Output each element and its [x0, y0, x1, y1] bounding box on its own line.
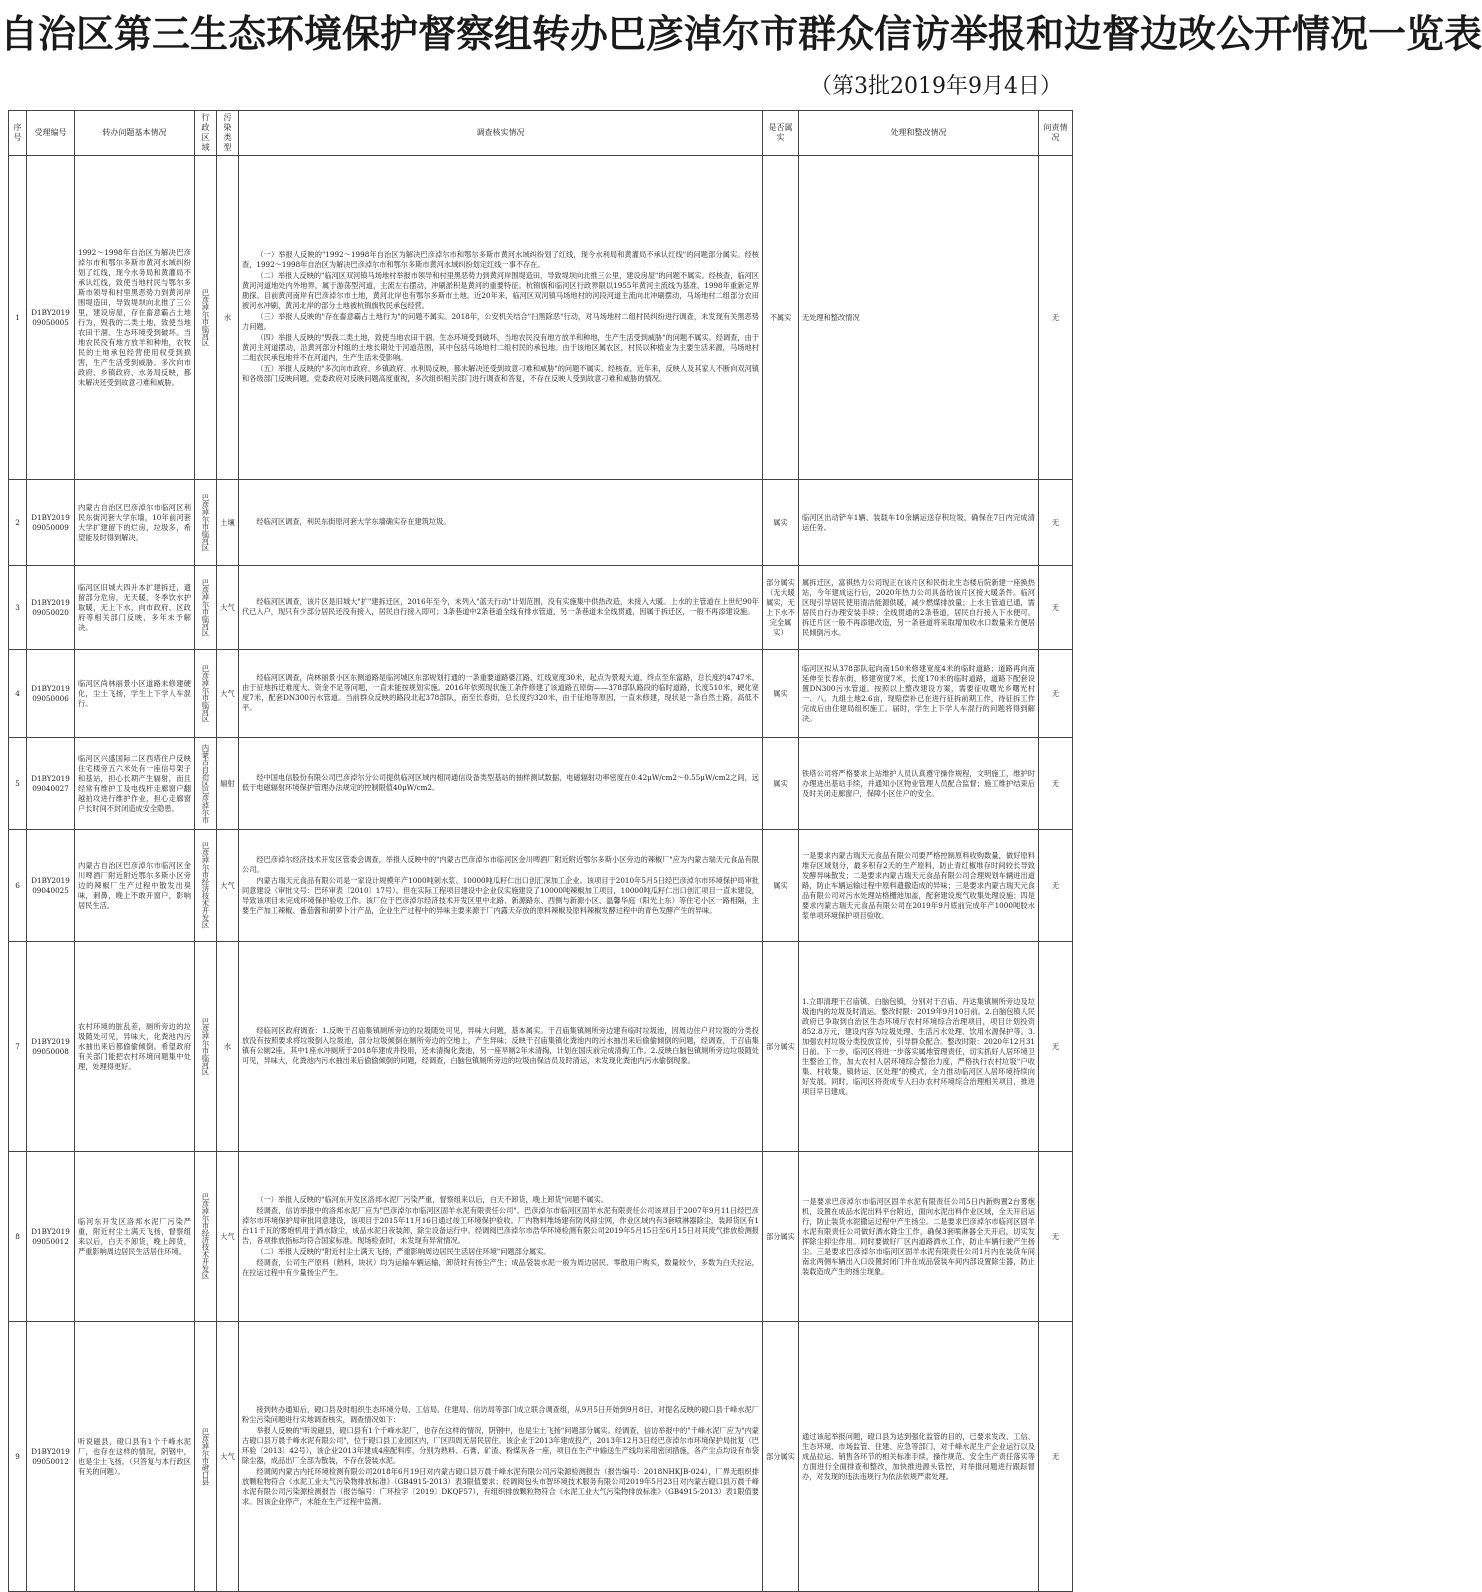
findings-paragraph: 经调查，信访举报中的洛邦水泥厂应为"巴彦淖尔市临河区固羊水泥有限责任公司"。巴彦淖尔市临河区固羊水泥有限责任公司该项目于2007年9月11日经巴彦淖尔市环境保护局审批同意建设，该项目于2015年11月16日通过竣工环境保护验收。厂内物料堆场建有防风抑尘网，作业区域内有3套喷淋器除尘，装卸货区有1台11千瓦的雾炮机用于洒水除尘，成品水泥日夜装卸，除尘设备运行中。经调阅巴彦淖尔市浩华环境检测有限公司2019年5月15日至6月15日对其废气排放检测报告，各项排放指标均符合国家标准。现场检查时，未发现有异常情况。 — [242, 1205, 759, 1245]
admin-area: 巴彦淖尔市临河区 — [195, 566, 217, 650]
issue-description: 听说磁县，磴口县有1个千峰水泥厂，也存在这样的情况，阴钢中，也是尘土飞扬。（只答复与本行政区有关的问题）。 — [75, 1322, 195, 1592]
findings-cell — [239, 566, 763, 650]
issue-description: 内蒙古自治区巴彦淖尔市临河区利民东街河套大学东墙，10年前河套大学扩建留下的烂房，垃圾多，希望能及时得到解决。 — [75, 480, 195, 566]
verified-status: 部分属实（无大暖属实，无上下水不完全属实） — [763, 566, 799, 650]
table-row — [9, 156, 1073, 480]
findings-paragraph: （一）举报人反映的"1992～1998年自治区为解决巴彦淖尔市和鄂尔多斯市黄河水域纠纷划了红线，现今水利局和黄灌局不承认红线"的问题部分属实。经核查，1992～1998年自治区为解决巴彦淖尔市和鄂尔多斯市黄河水域纠纷划定红线一事不存在。 — [242, 250, 759, 269]
col-header-accountability: 问责情况 — [1039, 111, 1073, 156]
col-header-issue: 转办问题基本情况 — [75, 111, 195, 156]
findings-paragraph: （二）举报人反映的"临河区双河镇马场地村举报市领导和村里黑恶势力到黄河岸围堤造田，导致堤坝向北推三公里，建设房屋"的问题不属实。经核查，临河区黄河河道地处内外地界，属于游荡型河道，主流左右摆动，冲刷淤积是黄河的重要特征。杭锦旗和临河区行政界限以1955年黄河主流线为基准，1998年重新定界勘探。目前黄河南岸有巴彦淖尔市土地，黄河北岸也有鄂尔多斯市土地。近20年来，临河区双河镇马场地村的河段河道主流向北冲刷摆动，马场地村二组部分农田被河水冲刷，黄河北岸的部分土地被杭锦旗牧民承包经营。 — [242, 271, 759, 310]
table-row — [9, 942, 1073, 1152]
findings-paragraph: 内蒙古瑞天元食品有限公司是一家设计规模年产1000吨剁水浆、10000吨瓜籽仁出口创汇深加工企业。该项目于2010年5月5日经巴彦淖尔市环境保护局审批同意建设（审批文号：巴环审表〔2010〕17号）。但在实际工程项目建设中企业仅实施建设了10000吨辣椒加工项目，10000吨瓜籽仁出口创汇项目一直未建设，导致该项目未完成环境保护验收工作。该厂位于巴彦淖尔经济技术开发区里中北路、新源路东、西侧与新源小区、温馨华庭（阳光上东）等住宅小区一路相隔，主要生产加工辣椒、番茄酱和胡萝卜汁产品，企业生产过程中的异味主要来源于厂内露天存放的原料辣椒及原料辣椒发酵过程中的青色发酵产生的异味。 — [242, 875, 759, 915]
issue-description: 临河东开发区洛邦水泥厂污染严重，附近村尘土满天飞扬，督察组来以后，白天不卸货，晚上卸货，严重影响周边居民生活居住环境。 — [75, 1152, 195, 1322]
col-header-id: 受理编号 — [27, 111, 75, 156]
case-id: D1BY2019 09050020 — [27, 566, 75, 650]
findings-paragraph: 经临河区政府调查：1.反映干召庙集镇厕所旁边的垃圾随处可见，异味大问题，基本属实。干召庙集镇厕所旁边建有临时垃圾池，因周边住户对垃圾的分类投放没有按照要求将垃圾倒入垃圾池，部分垃圾倾倒在厕所旁边的空地上，产生异味；反映干召庙集镇化粪池内的污水抽出来后偷偷倾倒的问题，经调查，干召庙集镇有公厕2座，其中1座水冲厕所于2018年建成并投用，还未清掏化粪池，另一座旱厕2年未清掏，计划在国庆前完成清掏工作。2.反映白脑包镇厕所旁边垃圾随处可见，异味大，化粪池内污水抽出来后偷偷倾倒的问题，经调查，白脑包镇厕所旁边的垃圾由保洁员及时清运，未发现化粪池内污水偷倒现象。 — [242, 1026, 759, 1065]
case-id: D1BY2019 09050012 — [27, 1322, 75, 1592]
findings-cell — [239, 650, 763, 738]
verified-status: 属实 — [763, 738, 799, 830]
verified-status: 属实 — [763, 650, 799, 738]
issue-description: 1992～1998年自治区为解决巴彦淖尔市和鄂尔多斯市黄河水域纠纷划了红线，现今水务局和黄灌局不承认红线，致使当地村民与鄂尔多斯市领导和村里黑恶势力到黄河岸围堤造田，导致堤坝向北推了三公里，建设房屋，存在畜意霸占土地行为，毁我的二类土地，致使当地农田干涸、生态环境受到破坏。当地农民没有地方放羊和种地，农牧民的土地承包经营使用权受到损害，生产生活受到威胁。多次向市政府、乡镇政府、水务局反映，都未解决还受到故意刁难和威胁。 — [75, 156, 195, 480]
issue-description: 临河区兴盛国际二区西塔住户反映住宅楼旁五六米处有一座信号架子和基站，担心长期产生辐射，而且经常有维护工及电线杆走廊窗户翻越拍攻进行维护作业，担心走廊窗户长时间不封闭造成安全隐患。 — [75, 738, 195, 830]
issue-description: 临河区尚林丽景小区道路未修建硬化，尘土飞扬，学生上下学人车混行。 — [75, 650, 195, 738]
case-id: D1BY2019 09050005 — [27, 156, 75, 480]
row-number: 6 — [9, 830, 27, 942]
row-number: 1 — [9, 156, 27, 480]
table-row — [9, 566, 1073, 650]
col-header-verified: 是否属实 — [763, 111, 799, 156]
table-row — [9, 650, 1073, 738]
table-row — [9, 738, 1073, 830]
findings-paragraph: 经临河区调查，利民东街原河套大学东墙确实存在建筑垃圾。 — [256, 517, 451, 526]
accountability: 无 — [1039, 830, 1073, 942]
findings-cell — [239, 830, 763, 942]
verified-status: 属实 — [763, 480, 799, 566]
action-taken: 一是要求巴彦淖尔市临河区固羊水泥有限责任公司5日内新购置2台雾炮机，设置在成品水泥出料平台附近，面向水泥出料作业区域，全天开启运行，防止装货水泥撒运过程中产生扬尘。二是要求巴彦淖尔市临河区固羊水泥有限责任公司做好洒水降尘工作，确保3套喷淋器全天开启，切实发挥除尘抑尘作用。同时要做好厂区内道路洒水工作，防止车辆行驶产生扬尘。三是要求巴彦淖尔市临河区固羊水泥有限责任公司1月内在装货车间南北两侧车辆出入口设置封闭门并在成品袋装车间内部设置除尘器，防止装载造成产生的扬尘现象。 — [799, 1152, 1039, 1322]
action-taken: 无处理和整改情况 — [799, 156, 1039, 480]
findings-paragraph: （五）举报人反映的"多次向市政府、乡镇政府、水利局反映，都未解决还受到故意刁难和威胁"的问题不属实。经核查，近年来，反映人及其家人不断向双河镇和各级部门反映问题，党委政府对反映问题高度重视，多次组织相关部门进行调查和答复，不存在反映人受到故意刁难和威胁的情况。 — [242, 364, 759, 383]
pollution-type: 大气 — [217, 1322, 239, 1592]
findings-cell — [239, 156, 763, 480]
action-taken: 属拆迁区，富祺热力公司现正在该片区和民街北生态楼后院新建一座换热站，今年建成运行后，2020年热力公司具备给该片区接大暖条件。临河区现引导居民使用清洁能源供暖，减少燃煤排放量；上水主管道已通，需居民自行办理安装手续；全线贯通的2条巷道，居民自行接入下水便可。拆迁片区一般不再添建改造，另一条巷道将采取增加收水口数量来方便居民倾倒污水。 — [799, 566, 1039, 650]
page-title: 自治区第三生态环境保护督察组转办巴彦淖尔市群众信访举报和边督边改公开情况一览表 — [0, 12, 1482, 56]
verified-status: 属实 — [763, 830, 799, 942]
verified-status: 部分属实 — [763, 1152, 799, 1322]
row-number: 4 — [9, 650, 27, 738]
findings-paragraph: 经临河区调查，尚林丽景小区东侧道路是临河城区东部规划打通的一条重要道路婆江路，红线宽度30米，起点为景观大道，终点至东富路，总长度约4747米。由于征地拆迁难度大、资金不足等问题，一直未能按规划实施。2016年依照现状施工条件修建了该道路五原街——378部队路段的临时道路，长度510米，硬化宽度7米，配套DN300污水管道。当前群众反映的路段北起378部队，南至长春街，总长度约320米，由于征地等原因，一直未修建，现状是一条自然土路，高低不平。 — [242, 673, 759, 712]
accountability: 无 — [1039, 650, 1073, 738]
pollution-type: 大气 — [217, 1152, 239, 1322]
col-header-area: 行政区域 — [195, 111, 217, 156]
findings-paragraph: （四）举报人反映的"毁我二类土地，致使当地农田干涸、生态环境受到破坏，当地农民没有地方放羊和种地，生产生活受到威胁"的问题不属实。经调查，由于黄河主河道摆动，沿黄河部分村组的土地长期处于河道范围，其中包括马场地村二组村民的承包地。由于该地区属农区，村民以种植业为主要生活来源，马场地村二组农民承包地并不在河道内，生产生活未受影响。 — [242, 333, 759, 362]
issue-description: 内蒙古自治区巴彦淖尔市临河区金川啤酒厂附近附近鄂尔多斯小区旁边的辣椒厂生产过程中散发出臭味，刺鼻，晚上不敢开窗户，影响居民生活。 — [75, 830, 195, 942]
admin-area: 巴彦淖尔市经济技术开发区 — [195, 1152, 217, 1322]
batch-date: （第3批2019年9月4日） — [810, 74, 1062, 99]
action-taken: 临河区拟从378部队起向南150米修建宽度4米的临时道路；道路再向南延伸至长春东街，修建宽度7米，长度170米的临时道路，道路下配套设置DN300污水管道。按照以上整改建设方案，需要征收曙光乡曙光村一、八、九组土地2.6亩，现赔偿补已在进行征拆前期工作，待征拆工作完成后由住建局组织施工。届时，学生上下学人车混行的问题将得到解决。 — [799, 650, 1039, 738]
table-row — [9, 1152, 1073, 1322]
row-number: 2 — [9, 480, 27, 566]
findings-paragraph: （三）举报人反映的"存在畜意霸占土地行为"的问题不属实。2018年，公安机关结合"扫黑除恶"行动，对马场地村二组村民纠纷进行调查，未发现有关黑恶势力问题。 — [242, 312, 759, 331]
accountability: 无 — [1039, 1152, 1073, 1322]
accountability: 无 — [1039, 1322, 1073, 1592]
action-taken: 通过该起举报问题，磴口县为达到强化监管的目的，已要求发改、工信、生态环境、市场监管、住建、应急等部门，对千峰水泥生产企业运行以及成品拉运、销售各环节的相关标准手续，操作规范、安全生产责任落实等方面进行全面排查和整改，加快推进源头管控，对举报问题进行跟踪督办，对发现的违法违规行为依法依规严肃处理。 — [799, 1322, 1039, 1592]
verified-status: 部分属实 — [763, 1322, 799, 1592]
findings-cell — [239, 942, 763, 1152]
findings-paragraph: 经调查，公司生产原料（熟料，块状）均为运输车辆运输，卸货时有扬尘产生；成品袋装水泥一般为周边居民、零散用户购买，数量较少，多数为白天拉运，在拉运过程中有少量扬尘产生。 — [242, 1257, 759, 1277]
case-id: D1BY2019 09050006 — [27, 650, 75, 738]
admin-area: 巴彦淖尔市临河区 — [195, 156, 217, 480]
accountability: 无 — [1039, 156, 1073, 480]
admin-area: 巴彦淖尔市临河区 — [195, 942, 217, 1152]
case-id: D1BY2019 09050008 — [27, 942, 75, 1152]
table-row — [9, 1322, 1073, 1592]
action-taken: 1.立即清理干召庙镇、白脑包镇，分别对干召庙、丹达集镇厕所旁边及垃圾池内的垃圾及时清运。整改时限：2019年9月10日前。2.白脑包镇人民政府已争取到自治区生态环境厅农村环境综合治理项目，项目计划投资852.8万元，建设内容为垃圾处理、生活污水处理、饮用水源保护等。3.加强农村垃圾分类投放宣传，引导群众配合。整改时限：2020年12月31日前。下一步，临河区将进一步落实属地管理责任，切实抓好人居环境卫生整治工作，加大农村人居环境综合整治力度，严格执行农村垃圾"户收集、村收集、镇转运、区处理"的模式，全力推动临河区人居环境持续向好发展。同时，临河区将责成专人扫办农村环境综合治理相关项目，推进项目早日建成。 — [799, 942, 1039, 1152]
report-table — [8, 110, 1073, 1592]
accountability: 无 — [1039, 566, 1073, 650]
issue-description: 临河区旧城大四升本扩建拆迁，遗留部分危房，无天暖，冬季饮水护取暖，无上下水，向市政府、区政府等相关部门反映，多年未予解决。 — [75, 566, 195, 650]
table-row — [9, 830, 1073, 942]
row-number: 8 — [9, 1152, 27, 1322]
admin-area: 巴彦淖尔市临河区 — [195, 650, 217, 738]
verified-status: 部分属实 — [763, 942, 799, 1152]
col-header-type: 污染类型 — [217, 111, 239, 156]
row-number: 9 — [9, 1322, 27, 1592]
action-taken: 铁塔公司将严格要求上站维护人员认真遵守操作规程，文明施工，维护时办理进出基站手续，并通知小区物业管理人员配合监督；施工维护结束后及时关闭走廊窗户，保障小区住户的安全。 — [799, 738, 1039, 830]
admin-area: 巴彦淖尔市临河区 — [195, 480, 217, 566]
pollution-type: 辐射 — [217, 738, 239, 830]
issue-description: 农村环境的脏乱差，厕所旁边的垃圾随处可见，异味大，化粪池内污水抽出来后都偷偷倾倒。希望政府有关部门能把农村环境问题集中处理，处理得更好。 — [75, 942, 195, 1152]
verified-status: 不属实 — [763, 156, 799, 480]
case-id: D1BY2019 09040025 — [27, 830, 75, 942]
case-id: D1BY2019 09040027 — [27, 738, 75, 830]
case-id: D1BY2019 09050009 — [27, 480, 75, 566]
findings-cell — [239, 1152, 763, 1322]
col-header-no: 序号 — [9, 111, 27, 156]
accountability: 无 — [1039, 942, 1073, 1152]
accountability: 无 — [1039, 738, 1073, 830]
pollution-type: 大气 — [217, 650, 239, 738]
row-number: 3 — [9, 566, 27, 650]
admin-area: 巴彦淖尔市磴口县 — [195, 1322, 217, 1592]
pollution-type: 水 — [217, 156, 239, 480]
table-row — [9, 480, 1073, 566]
col-header-action: 处理和整改情况 — [799, 111, 1039, 156]
findings-cell — [239, 738, 763, 830]
table-header-row — [9, 111, 1073, 156]
findings-cell — [239, 1322, 763, 1592]
action-taken: 一是要求内蒙古瑞天元食品有限公司要严格控制原料收购数量，做好原料堆存区域划分，最多积存2天的生产原料，防止青红椒堆存时间较长导致发酵异味散发；二是要求内蒙古瑞天元食品有限公司合理规划车辆进出道路，防止车辆运输过程中原料遗撒造成的异味；三是要求内蒙古瑞天元食品有限公司对污水处理站格栅池加盖，配套建设废气收集处理设施；四是要求内蒙古瑞天元食品有限公司在2019年9月底前完成年产1000吨胶水浆单项环境保护项目验收。 — [799, 830, 1039, 942]
findings-paragraph: 举报人反映的"听说磁县，磴口县有1个千峰水泥厂，也存在这样的情况，阴钢中，也是尘土飞扬"问题部分属实。经调查，信访举报中的"千峰水泥厂应为"内蒙古磴口县万晨千峰水泥有限公司"，位于磴口县工业园区内，厂区四周无居民居住。该企业于2013年建成投产，2013年12月3日经巴彦淖尔市环境保护局批复（巴环验〔2013〕42号），该企业2013年建成4座配料库，分别为熟料、石膏、矿渣、粉煤灰各一座，项目在生产中输送生产线均采用密闭措施，各产尘点均设有布袋除尘器，成品出厂全部为散装，不存在袋装水泥。 — [242, 1426, 759, 1465]
findings-paragraph: 接到转办通知后，磴口县及时组织生态环境分局、工信局、住建局、信访局等部门成立联合调查组，从9月5日开始到9月8日，对提名反映的磴口县千峰水泥厂粉尘污染问题进行实地调查核实，调查情况如下： — [242, 1405, 759, 1424]
pollution-type: 大气 — [217, 830, 239, 942]
pollution-type: 土壤 — [217, 480, 239, 566]
action-taken: 临河区出动铲车1辆、装载车10余辆运送存积垃圾，确保在7日内完成清运任务。 — [799, 480, 1039, 566]
pollution-type: 水 — [217, 942, 239, 1152]
admin-area: 内蒙古自治区巴彦淖尔市 — [195, 738, 217, 830]
findings-paragraph: 经调阅内蒙古内托环境检测有限公司2018年6月19日对内蒙古磴口县万晨千峰水泥有限公司污染源检测报告（报告编号：2018NHKJB-024），厂界无组织排放颗粒物符合《水泥工业大气污染物排放标准》（GB4915-2013）表3限值要求；经调阅包头市智环境技术服务有限公司2019年5月23日对内蒙古磴口县万晨千峰水泥有限公司污染源检测报告（报告编号：广环检字〔2019〕DKQF57），有组织排放颗粒物符合《水泥工业大气污染物排放标准》（GB4915-2013）表1限值要求。因该企业停产，未能在生产过程中监测。 — [242, 1467, 759, 1506]
row-number: 5 — [9, 738, 27, 830]
findings-cell — [239, 480, 763, 566]
findings-paragraph: （一）举报人反映的"临河东开发区洛邦水泥厂污染严重，督察组来以后，白天不卸货，晚上卸货"问题不属实。 — [256, 1194, 609, 1204]
accountability: 无 — [1039, 480, 1073, 566]
findings-paragraph: 经中国电信股份有限公司巴彦淖尔分公司提供临河区域内相同通信设备类型基站的抽样测试数据，电磁辐射功率密度在0.42μW/cm2～0.55μW/cm2之间，远低于电磁辐射环境保护管理办法规定的控制限值40μW/cm2。 — [242, 773, 759, 792]
admin-area: 巴彦淖尔市经济技术开发区 — [195, 830, 217, 942]
findings-paragraph: 经临河区调查，该片区是旧城大"扩"建拆迁区，2016年至今，未列入"蓝天行动"计划范围，没有实施集中供热改造，未接入大暖。上水的主管道在上世纪90年代已入户，现只有少部分居民还没有接入，居民自行接入即可；3条巷道中2条巷道全线有排水管道，另一条巷道未全线贯通，因属于拆迁区，一般不再添建设施。 — [242, 597, 759, 616]
findings-paragraph: （二）举报人反映的"附近村尘土满天飞扬，严重影响周边居民生活居住环境"问题部分属实。 — [256, 1246, 551, 1256]
case-id: D1BY2019 09050012 — [27, 1152, 75, 1322]
row-number: 7 — [9, 942, 27, 1152]
pollution-type: 大气 — [217, 566, 239, 650]
findings-paragraph: 经巴彦淖尔经济技术开发区管委会调查，举报人反映中的"内蒙古巴彦淖尔市临河区金川啤酒厂附近附近鄂尔多斯小区旁边的辣椒厂"应为内蒙古瑞天元食品有限公司。 — [242, 854, 759, 874]
col-header-findings: 调查核实情况 — [239, 111, 763, 156]
